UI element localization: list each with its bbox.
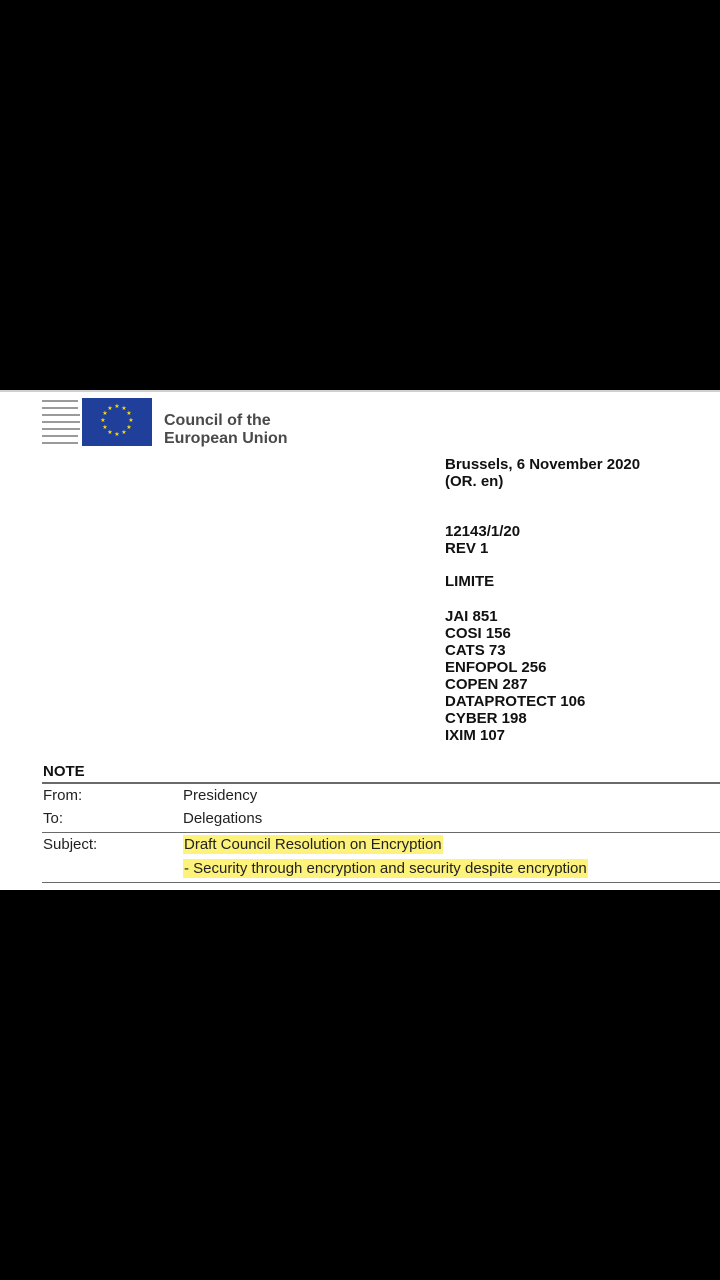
page-top-edge — [0, 390, 720, 392]
svg-text:★: ★ — [102, 410, 108, 417]
svg-text:★: ★ — [126, 410, 132, 417]
logo-lines-graphic — [42, 400, 82, 448]
code-item: ENFOPOL 256 — [445, 659, 547, 676]
svg-text:★: ★ — [102, 424, 108, 431]
subject-continuation-row — [43, 858, 588, 880]
eu-flag-icon — [82, 398, 152, 446]
document-number: 12143/1/20 — [445, 523, 521, 540]
org-name-line-1: Council of the — [164, 412, 271, 429]
place-date-block — [445, 456, 640, 490]
subject-line-1: Draft Council Resolution on Encryption — [184, 836, 442, 853]
code-item: JAI 851 — [445, 608, 498, 625]
svg-text:★: ★ — [100, 417, 106, 424]
council-logo — [42, 396, 302, 456]
svg-text:★: ★ — [121, 405, 127, 412]
from-value: Presidency — [183, 787, 258, 804]
document-page — [0, 390, 720, 890]
subject-line-2: - Security through encryption and security despite encryption — [184, 860, 587, 877]
svg-text:★: ★ — [126, 424, 132, 431]
svg-text:★: ★ — [107, 405, 113, 412]
note-title: NOTE — [43, 763, 85, 780]
svg-text:★: ★ — [114, 431, 120, 438]
note-bottom-rule — [42, 882, 720, 883]
svg-text:★: ★ — [121, 429, 127, 436]
to-row — [43, 808, 262, 830]
subject-label: Subject: — [43, 836, 98, 853]
organization-name — [164, 412, 288, 448]
note-top-rule — [42, 782, 720, 784]
svg-text:★: ★ — [128, 417, 134, 424]
code-item: CATS 73 — [445, 642, 506, 659]
code-item: IXIM 107 — [445, 727, 506, 744]
code-item: DATAPROTECT 106 — [445, 693, 586, 710]
to-label: To: — [43, 810, 64, 827]
classification-codes — [445, 608, 585, 744]
original-language: (OR. en) — [445, 473, 504, 490]
to-value: Delegations — [183, 810, 263, 827]
classification-label: LIMITE — [445, 573, 495, 590]
code-item: COSI 156 — [445, 625, 511, 642]
from-label: From: — [43, 787, 83, 804]
revision-number: REV 1 — [445, 540, 489, 557]
from-row — [43, 785, 257, 807]
org-name-line-2: European Union — [164, 430, 288, 447]
subject-separator-rule — [42, 832, 720, 833]
code-item: COPEN 287 — [445, 676, 528, 693]
place-date: Brussels, 6 November 2020 — [445, 456, 641, 473]
svg-text:★: ★ — [107, 429, 113, 436]
document-number-block — [445, 523, 520, 557]
code-item: CYBER 198 — [445, 710, 527, 727]
svg-text:★: ★ — [114, 403, 120, 410]
subject-row — [43, 834, 443, 856]
